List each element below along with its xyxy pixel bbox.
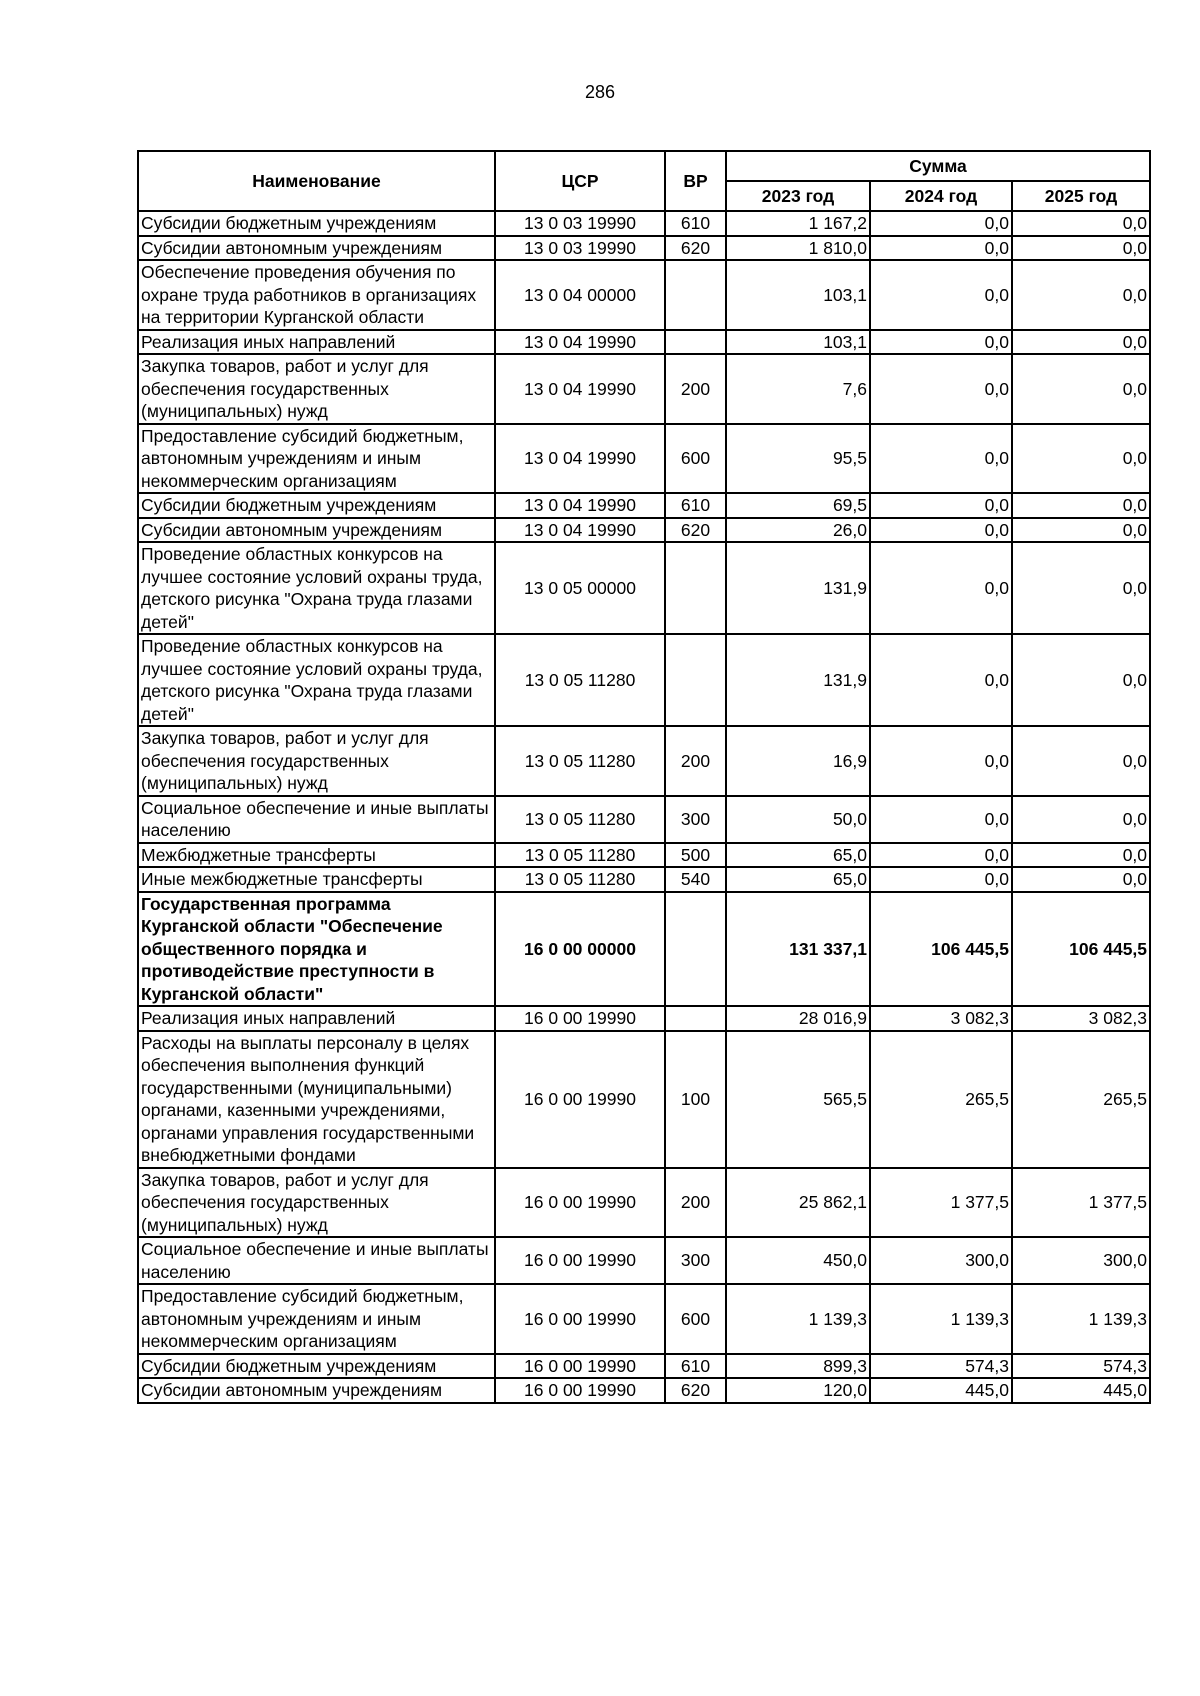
cell-vr: 610 bbox=[665, 493, 726, 518]
cell-2024: 106 445,5 bbox=[870, 892, 1012, 1007]
cell-2025: 0,0 bbox=[1012, 867, 1150, 892]
cell-2024: 0,0 bbox=[870, 354, 1012, 424]
cell-2025: 1 139,3 bbox=[1012, 1284, 1150, 1354]
cell-2023: 103,1 bbox=[726, 260, 870, 330]
cell-2025: 574,3 bbox=[1012, 1354, 1150, 1379]
cell-name: Государственная программа Курганской области "Обеспечение общественного порядка и противодействие преступности в Курганской области" bbox=[138, 892, 495, 1007]
cell-2025: 0,0 bbox=[1012, 542, 1150, 634]
cell-2024: 574,3 bbox=[870, 1354, 1012, 1379]
header-csr: ЦСР bbox=[495, 151, 665, 211]
cell-2024: 0,0 bbox=[870, 236, 1012, 261]
cell-2025: 0,0 bbox=[1012, 843, 1150, 868]
cell-name: Расходы на выплаты персоналу в целях обеспечения выполнения функций государственными (муниципальными) органами, казенными учреждениями, органами управления государственными внебюджетными фондами bbox=[138, 1031, 495, 1168]
cell-2025: 445,0 bbox=[1012, 1378, 1150, 1403]
table-row bbox=[138, 1031, 1150, 1168]
cell-2023: 25 862,1 bbox=[726, 1168, 870, 1238]
cell-name: Проведение областных конкурсов на лучшее состояние условий охраны труда, детского рисунка "Охрана труда глазами детей" bbox=[138, 542, 495, 634]
table-row bbox=[138, 1284, 1150, 1354]
cell-vr: 600 bbox=[665, 1284, 726, 1354]
cell-csr: 13 0 03 19990 bbox=[495, 236, 665, 261]
cell-2024: 0,0 bbox=[870, 493, 1012, 518]
budget-table bbox=[137, 150, 1151, 1404]
table-header bbox=[138, 151, 1150, 211]
cell-vr: 300 bbox=[665, 1237, 726, 1284]
cell-vr: 620 bbox=[665, 236, 726, 261]
cell-csr: 16 0 00 19990 bbox=[495, 1031, 665, 1168]
cell-2024: 0,0 bbox=[870, 330, 1012, 355]
cell-name: Реализация иных направлений bbox=[138, 1006, 495, 1031]
table-row bbox=[138, 1378, 1150, 1403]
cell-2023: 65,0 bbox=[726, 867, 870, 892]
cell-csr: 13 0 04 19990 bbox=[495, 493, 665, 518]
table-row bbox=[138, 1168, 1150, 1238]
cell-2025: 0,0 bbox=[1012, 518, 1150, 543]
cell-vr: 300 bbox=[665, 796, 726, 843]
cell-2023: 28 016,9 bbox=[726, 1006, 870, 1031]
cell-2025: 265,5 bbox=[1012, 1031, 1150, 1168]
cell-name: Субсидии бюджетным учреждениям bbox=[138, 1354, 495, 1379]
cell-vr: 500 bbox=[665, 843, 726, 868]
cell-2025: 0,0 bbox=[1012, 726, 1150, 796]
cell-name: Межбюджетные трансферты bbox=[138, 843, 495, 868]
cell-2024: 0,0 bbox=[870, 867, 1012, 892]
cell-csr: 13 0 05 11280 bbox=[495, 843, 665, 868]
cell-vr: 610 bbox=[665, 1354, 726, 1379]
cell-name: Закупка товаров, работ и услуг для обеспечения государственных (муниципальных) нужд bbox=[138, 354, 495, 424]
header-sum: Сумма bbox=[726, 151, 1150, 181]
cell-name: Субсидии автономным учреждениям bbox=[138, 1378, 495, 1403]
cell-2023: 1 810,0 bbox=[726, 236, 870, 261]
cell-2025: 3 082,3 bbox=[1012, 1006, 1150, 1031]
cell-2023: 69,5 bbox=[726, 493, 870, 518]
cell-2024: 0,0 bbox=[870, 542, 1012, 634]
cell-csr: 16 0 00 19990 bbox=[495, 1354, 665, 1379]
table-row bbox=[138, 493, 1150, 518]
cell-2025: 1 377,5 bbox=[1012, 1168, 1150, 1238]
cell-vr bbox=[665, 542, 726, 634]
cell-2024: 300,0 bbox=[870, 1237, 1012, 1284]
table-row bbox=[138, 354, 1150, 424]
cell-2025: 0,0 bbox=[1012, 634, 1150, 726]
cell-2025: 0,0 bbox=[1012, 330, 1150, 355]
cell-name: Проведение областных конкурсов на лучшее состояние условий охраны труда, детского рисунка "Охрана труда глазами детей" bbox=[138, 634, 495, 726]
cell-csr: 16 0 00 19990 bbox=[495, 1006, 665, 1031]
cell-2024: 445,0 bbox=[870, 1378, 1012, 1403]
cell-csr: 13 0 05 00000 bbox=[495, 542, 665, 634]
cell-vr: 540 bbox=[665, 867, 726, 892]
cell-name: Предоставление субсидий бюджетным, автономным учреждениям и иным некоммерческим организациям bbox=[138, 1284, 495, 1354]
cell-vr bbox=[665, 634, 726, 726]
cell-csr: 13 0 03 19990 bbox=[495, 211, 665, 236]
table-row bbox=[138, 260, 1150, 330]
cell-name: Субсидии бюджетным учреждениям bbox=[138, 211, 495, 236]
cell-csr: 16 0 00 19990 bbox=[495, 1237, 665, 1284]
table-row bbox=[138, 542, 1150, 634]
cell-2025: 0,0 bbox=[1012, 354, 1150, 424]
cell-2024: 1 377,5 bbox=[870, 1168, 1012, 1238]
table-row bbox=[138, 796, 1150, 843]
cell-name: Социальное обеспечение и иные выплаты населению bbox=[138, 796, 495, 843]
table-row bbox=[138, 892, 1150, 1007]
cell-name: Закупка товаров, работ и услуг для обеспечения государственных (муниципальных) нужд bbox=[138, 1168, 495, 1238]
cell-2023: 65,0 bbox=[726, 843, 870, 868]
header-year-2024: 2024 год bbox=[870, 181, 1012, 211]
cell-2025: 0,0 bbox=[1012, 796, 1150, 843]
header-vr: ВР bbox=[665, 151, 726, 211]
header-year-2025: 2025 год bbox=[1012, 181, 1150, 211]
cell-2024: 1 139,3 bbox=[870, 1284, 1012, 1354]
cell-2024: 0,0 bbox=[870, 634, 1012, 726]
table-row bbox=[138, 236, 1150, 261]
cell-vr bbox=[665, 1006, 726, 1031]
cell-name: Закупка товаров, работ и услуг для обеспечения государственных (муниципальных) нужд bbox=[138, 726, 495, 796]
cell-vr: 200 bbox=[665, 354, 726, 424]
cell-2025: 0,0 bbox=[1012, 493, 1150, 518]
cell-csr: 13 0 04 19990 bbox=[495, 330, 665, 355]
cell-2024: 265,5 bbox=[870, 1031, 1012, 1168]
table-body bbox=[138, 211, 1150, 1403]
cell-2023: 120,0 bbox=[726, 1378, 870, 1403]
cell-csr: 13 0 04 19990 bbox=[495, 424, 665, 494]
cell-vr: 600 bbox=[665, 424, 726, 494]
cell-2023: 565,5 bbox=[726, 1031, 870, 1168]
table-row bbox=[138, 634, 1150, 726]
cell-vr: 620 bbox=[665, 518, 726, 543]
cell-2024: 0,0 bbox=[870, 726, 1012, 796]
cell-name: Реализация иных направлений bbox=[138, 330, 495, 355]
cell-csr: 13 0 05 11280 bbox=[495, 634, 665, 726]
page-number: 286 bbox=[584, 82, 616, 102]
cell-2025: 0,0 bbox=[1012, 260, 1150, 330]
cell-name: Обеспечение проведения обучения по охране труда работников в организациях на территории Курганской области bbox=[138, 260, 495, 330]
cell-vr: 200 bbox=[665, 726, 726, 796]
cell-2025: 0,0 bbox=[1012, 211, 1150, 236]
cell-2023: 131,9 bbox=[726, 542, 870, 634]
cell-2023: 95,5 bbox=[726, 424, 870, 494]
cell-name: Иные межбюджетные трансферты bbox=[138, 867, 495, 892]
cell-2024: 0,0 bbox=[870, 518, 1012, 543]
cell-csr: 16 0 00 19990 bbox=[495, 1378, 665, 1403]
table-row bbox=[138, 843, 1150, 868]
cell-csr: 13 0 05 11280 bbox=[495, 726, 665, 796]
cell-name: Субсидии бюджетным учреждениям bbox=[138, 493, 495, 518]
cell-2023: 103,1 bbox=[726, 330, 870, 355]
table-row bbox=[138, 726, 1150, 796]
header-year-2023: 2023 год bbox=[726, 181, 870, 211]
table-row bbox=[138, 211, 1150, 236]
cell-vr: 610 bbox=[665, 211, 726, 236]
cell-2023: 50,0 bbox=[726, 796, 870, 843]
cell-2023: 131 337,1 bbox=[726, 892, 870, 1007]
cell-2025: 106 445,5 bbox=[1012, 892, 1150, 1007]
cell-vr: 620 bbox=[665, 1378, 726, 1403]
cell-2024: 0,0 bbox=[870, 796, 1012, 843]
cell-2024: 0,0 bbox=[870, 424, 1012, 494]
cell-2023: 7,6 bbox=[726, 354, 870, 424]
table-row bbox=[138, 1237, 1150, 1284]
cell-csr: 13 0 05 11280 bbox=[495, 796, 665, 843]
cell-vr: 200 bbox=[665, 1168, 726, 1238]
cell-2023: 1 139,3 bbox=[726, 1284, 870, 1354]
cell-name: Предоставление субсидий бюджетным, автономным учреждениям и иным некоммерческим организациям bbox=[138, 424, 495, 494]
cell-2024: 3 082,3 bbox=[870, 1006, 1012, 1031]
table-row bbox=[138, 1354, 1150, 1379]
cell-2025: 0,0 bbox=[1012, 236, 1150, 261]
header-name: Наименование bbox=[138, 151, 495, 211]
cell-2023: 1 167,2 bbox=[726, 211, 870, 236]
cell-2023: 899,3 bbox=[726, 1354, 870, 1379]
cell-csr: 16 0 00 19990 bbox=[495, 1168, 665, 1238]
table-row bbox=[138, 330, 1150, 355]
cell-name: Субсидии автономным учреждениям bbox=[138, 236, 495, 261]
table-row bbox=[138, 518, 1150, 543]
cell-csr: 13 0 04 19990 bbox=[495, 518, 665, 543]
cell-2024: 0,0 bbox=[870, 211, 1012, 236]
cell-vr: 100 bbox=[665, 1031, 726, 1168]
table-row bbox=[138, 867, 1150, 892]
cell-2023: 26,0 bbox=[726, 518, 870, 543]
cell-name: Субсидии автономным учреждениям bbox=[138, 518, 495, 543]
cell-2023: 16,9 bbox=[726, 726, 870, 796]
table-row bbox=[138, 1006, 1150, 1031]
cell-name: Социальное обеспечение и иные выплаты населению bbox=[138, 1237, 495, 1284]
cell-2023: 131,9 bbox=[726, 634, 870, 726]
cell-2025: 0,0 bbox=[1012, 424, 1150, 494]
cell-csr: 13 0 04 19990 bbox=[495, 354, 665, 424]
cell-vr bbox=[665, 892, 726, 1007]
cell-2024: 0,0 bbox=[870, 260, 1012, 330]
cell-2023: 450,0 bbox=[726, 1237, 870, 1284]
cell-vr bbox=[665, 330, 726, 355]
cell-csr: 16 0 00 00000 bbox=[495, 892, 665, 1007]
cell-2025: 300,0 bbox=[1012, 1237, 1150, 1284]
cell-csr: 16 0 00 19990 bbox=[495, 1284, 665, 1354]
table-row bbox=[138, 424, 1150, 494]
cell-csr: 13 0 04 00000 bbox=[495, 260, 665, 330]
cell-csr: 13 0 05 11280 bbox=[495, 867, 665, 892]
cell-2024: 0,0 bbox=[870, 843, 1012, 868]
cell-vr bbox=[665, 260, 726, 330]
